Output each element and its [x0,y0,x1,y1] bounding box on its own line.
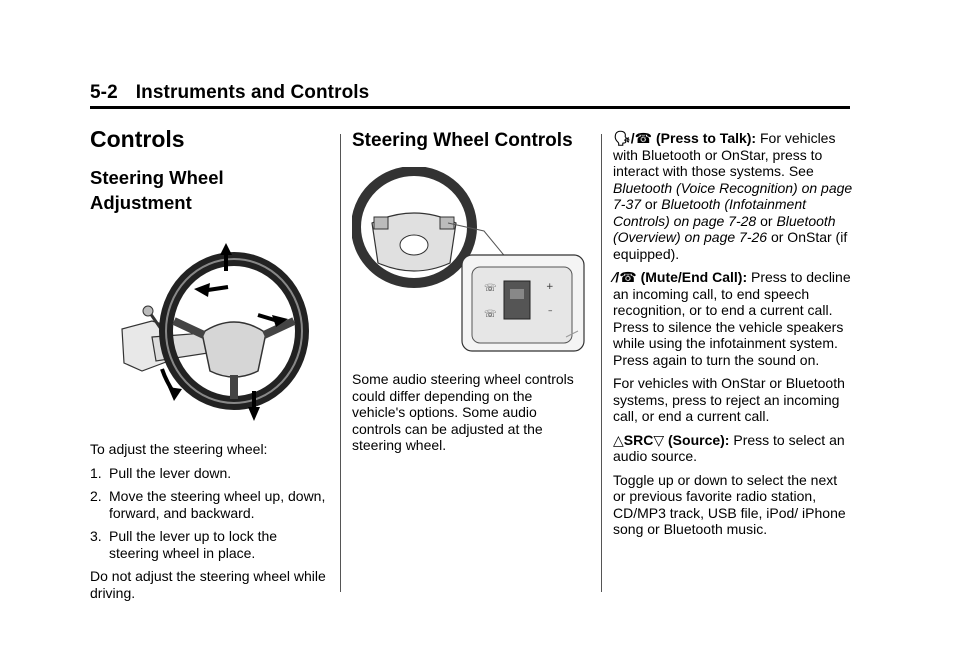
onstar-paragraph: For vehicles with OnStar or Bluetooth systems, press to reject an incoming call, or end a current call. [613,375,845,424]
column-divider-2 [601,134,602,592]
steering-wheel-adjustment-illustration [112,241,312,423]
steering-controls-title: Steering Wheel Controls [352,130,573,151]
mute-end-call-label: (Mute/End Call): [640,269,748,285]
source-down-icon: ▽ [653,431,665,448]
svg-text:☏: ☏ [484,309,497,320]
source-paragraph: △SRC▽ (Source): Press to select an audio source. [613,431,845,464]
press-to-talk-icon: 🗣︎/☎︎ [613,130,653,146]
list-item: 1. Pull the lever down. [90,464,232,481]
src-label: SRC [623,431,654,448]
svg-text:+: + [546,282,554,292]
ref-bluetooth-voice: Bluetooth (Voice Recognition) on page 7-37 [613,179,853,212]
subsection-title: Steering Wheel Adjustment [90,167,224,213]
source-up-icon: △ [613,431,624,448]
steering-controls-body: Some audio steering wheel controls could differ depending on the vehicle's options. Some audio controls can be adjusted at the steering wheel. [352,371,574,453]
column-divider-1 [340,134,341,592]
driving-note: Do not adjust the steering wheel while driving. [90,568,326,601]
mute-end-call-icon: ∕/☎︎ [613,269,637,285]
ref-bluetooth-overview: Bluetooth (Overview) on page 7-26 [613,212,836,245]
toggle-paragraph: Toggle up or down to select the next or previous favorite radio station, CD/MP3 track, USB file, iPod/ iPhone song or Bluetooth music. [613,471,846,537]
steering-wheel-controls-illustration [352,167,588,355]
section-title: Controls [90,126,185,152]
press-to-talk-paragraph: 🗣︎/☎︎ (Press to Talk): For vehicles with Bluetooth or OnStar, press to interact with those systems. See Bluetooth (Voice Recognition) on page 7-37 or Bluetooth (Infotainment Controls) on page 7-28 or Bluetooth (Overview) on page 7-26 or OnStar (if equipped). [613,130,853,262]
source-label: (Source): [668,431,730,448]
list-item: 3. Pull the lever up to lock the steering wheel in place. [90,528,278,561]
svg-text:☏: ☏ [484,283,497,294]
list-item: 2. Move the steering wheel up, down, forward, and backward. [90,488,326,521]
adjust-intro: To adjust the steering wheel: [90,441,268,457]
ref-bluetooth-controls: Bluetooth (Infotainment Controls) on page 7-28 [613,196,807,229]
column-3 [613,130,853,538]
mute-end-call-paragraph: ∕/☎︎ (Mute/End Call): Press to decline an incoming call, to end speech recognition, or to end a current call. Press to silence the vehicle speakers while using the infotainment system. Press again to turn the sound on. [613,269,851,368]
header-rule [90,106,850,109]
adjust-steps [90,465,330,562]
chapter-title: Instruments and Controls [135,82,370,103]
column-1 [90,126,330,601]
column-2 [352,128,588,454]
page-header [90,82,850,104]
page-number: 5-2 [90,82,118,103]
press-to-talk-label: (Press to Talk): [656,130,757,146]
svg-text:–: – [548,306,553,316]
